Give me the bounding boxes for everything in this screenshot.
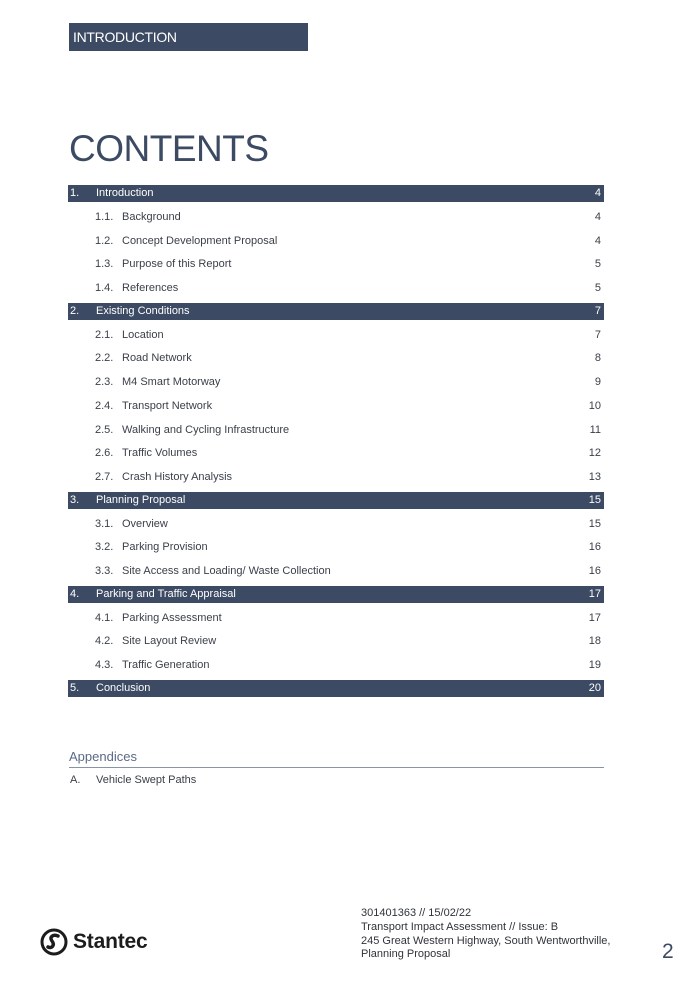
toc-subsection-row[interactable]: [68, 206, 604, 230]
toc-subsection-number: 2.6.: [95, 447, 114, 460]
toc-subsection-label: Walking and Cycling Infrastructure: [122, 423, 290, 436]
footer-line: Planning Proposal: [361, 948, 451, 961]
logo-text: Stantec: [73, 930, 148, 953]
appendix-item[interactable]: [69, 774, 604, 788]
toc-subsection-label: Parking Assessment: [122, 611, 222, 624]
table-of-contents: [68, 185, 604, 697]
toc-subsection-number: 3.3.: [95, 564, 114, 577]
footer-line: 245 Great Western Highway, South Wentworthville,: [361, 934, 611, 947]
toc-subsection-number: 2.1.: [95, 328, 114, 341]
toc-subsection-number: 2.2.: [95, 352, 114, 365]
toc-section-row[interactable]: [68, 303, 604, 320]
toc-subsection-row[interactable]: [68, 347, 604, 371]
toc-subsection-page: 8: [594, 352, 601, 365]
section-tag: INTRODUCTION: [69, 23, 308, 51]
footer-info: [361, 907, 610, 962]
toc-subsection-row[interactable]: [68, 466, 604, 490]
appendix-label: Vehicle Swept Paths: [96, 774, 197, 786]
toc-subsection-number: 3.1.: [95, 517, 114, 530]
footer-line: Transport Impact Assessment // Issue: B: [361, 920, 559, 933]
toc-subsection-label: Road Network: [122, 352, 192, 365]
toc-subsection-page: 10: [588, 399, 601, 412]
toc-subsection-number: 1.1.: [95, 211, 114, 223]
toc-subsection-label: Purpose of this Report: [122, 258, 232, 271]
toc-subsection-label: Site Layout Review: [122, 635, 217, 648]
page-number: 2: [662, 940, 674, 963]
toc-section-number: 5.: [70, 681, 80, 694]
toc-subsection-number: 2.5.: [95, 423, 114, 436]
toc-subsection-row[interactable]: [68, 324, 604, 348]
toc-subsection-list: [68, 603, 604, 680]
toc-subsection-row[interactable]: [68, 630, 604, 654]
toc-subsection-label: M4 Smart Motorway: [122, 376, 221, 389]
toc-subsection-number: 3.2.: [95, 541, 114, 554]
toc-subsection-page: 7: [594, 328, 601, 341]
toc-subsection-page: 9: [594, 376, 601, 389]
toc-subsection-number: 1.3.: [95, 258, 114, 271]
toc-section-page: 17: [588, 587, 601, 600]
stantec-logo: [40, 928, 147, 956]
toc-section-page: 15: [588, 493, 601, 506]
toc-section-label: Introduction: [96, 187, 154, 199]
toc-subsection-label: Transport Network: [122, 399, 213, 412]
toc-subsection-page: 11: [589, 423, 601, 436]
toc-subsection-label: Background: [122, 211, 181, 223]
toc-section-label: Conclusion: [96, 681, 151, 694]
toc-section-page: 4: [594, 187, 601, 199]
toc-subsection-row[interactable]: [68, 253, 604, 277]
stantec-logo-icon: [40, 928, 68, 956]
toc-subsection-row[interactable]: [68, 277, 604, 301]
toc-subsection-label: References: [122, 282, 179, 295]
toc-subsection-row[interactable]: [68, 513, 604, 537]
toc-subsection-label: Crash History Analysis: [122, 470, 233, 483]
toc-subsection-list: [68, 202, 604, 303]
toc-subsection-page: 4: [594, 234, 601, 247]
toc-section-row[interactable]: [68, 680, 604, 697]
toc-section-page: 7: [594, 304, 601, 317]
toc-section-number: 2.: [70, 304, 80, 317]
toc-subsection-number: 2.7.: [95, 470, 114, 483]
appendices: [69, 749, 604, 788]
toc-subsection-number: 2.4.: [95, 399, 114, 412]
toc-subsection-list: [68, 509, 604, 586]
toc-section-row[interactable]: [68, 492, 604, 509]
toc-section-row[interactable]: [68, 586, 604, 603]
toc-section-page: 20: [588, 681, 601, 694]
toc-subsection-page: 5: [594, 258, 601, 271]
toc-subsection-number: 1.4.: [95, 282, 114, 295]
toc-subsection-number: 1.2.: [95, 234, 114, 247]
toc-subsection-page: 15: [588, 517, 601, 530]
toc-section-row[interactable]: [68, 185, 604, 202]
toc-subsection-page: 4: [594, 211, 601, 223]
toc-subsection-row[interactable]: [68, 607, 604, 631]
toc-section-label: Planning Proposal: [96, 493, 186, 506]
toc-subsection-label: Location: [122, 328, 164, 341]
toc-subsection-number: 4.1.: [95, 611, 114, 624]
toc-subsection-label: Overview: [122, 517, 168, 530]
toc-subsection-row[interactable]: [68, 395, 604, 419]
toc-subsection-page: 16: [588, 541, 601, 554]
toc-subsection-label: Traffic Generation: [122, 659, 210, 671]
toc-subsection-row[interactable]: [68, 230, 604, 254]
toc-subsection-row[interactable]: [68, 371, 604, 395]
toc-section-number: 1.: [70, 187, 80, 199]
toc-subsection-page: 13: [588, 470, 601, 483]
toc-subsection-label: Concept Development Proposal: [122, 234, 278, 247]
toc-subsection-page: 16: [588, 564, 601, 577]
toc-subsection-label: Traffic Volumes: [122, 447, 198, 460]
appendix-number: A.: [70, 774, 81, 786]
toc-subsection-row[interactable]: [68, 419, 604, 443]
toc-subsection-row[interactable]: [68, 560, 604, 584]
toc-subsection-number: 4.2.: [95, 635, 114, 648]
footer-line: 301401363 // 15/02/22: [361, 907, 472, 919]
appendices-heading: Appendices: [69, 749, 604, 768]
toc-subsection-label: Site Access and Loading/ Waste Collection: [122, 564, 331, 577]
toc-subsection-page: 12: [588, 447, 601, 460]
toc-section-number: 3.: [70, 493, 80, 506]
toc-section-label: Existing Conditions: [96, 304, 190, 317]
toc-subsection-page: 5: [594, 282, 601, 295]
toc-subsection-page: 19: [588, 659, 601, 671]
page-title: CONTENTS: [69, 128, 269, 169]
toc-subsection-page: 18: [588, 635, 601, 648]
toc-subsection-row[interactable]: [68, 654, 604, 678]
toc-section-number: 4.: [70, 587, 80, 600]
toc-subsection-row[interactable]: [68, 536, 604, 560]
toc-subsection-number: 2.3.: [95, 376, 114, 389]
toc-subsection-number: 4.3.: [95, 659, 114, 671]
toc-subsection-page: 17: [588, 611, 601, 624]
toc-section-label: Parking and Traffic Appraisal: [96, 587, 236, 600]
toc-subsection-label: Parking Provision: [122, 541, 208, 554]
toc-subsection-list: [68, 320, 604, 492]
toc-subsection-row[interactable]: [68, 442, 604, 466]
